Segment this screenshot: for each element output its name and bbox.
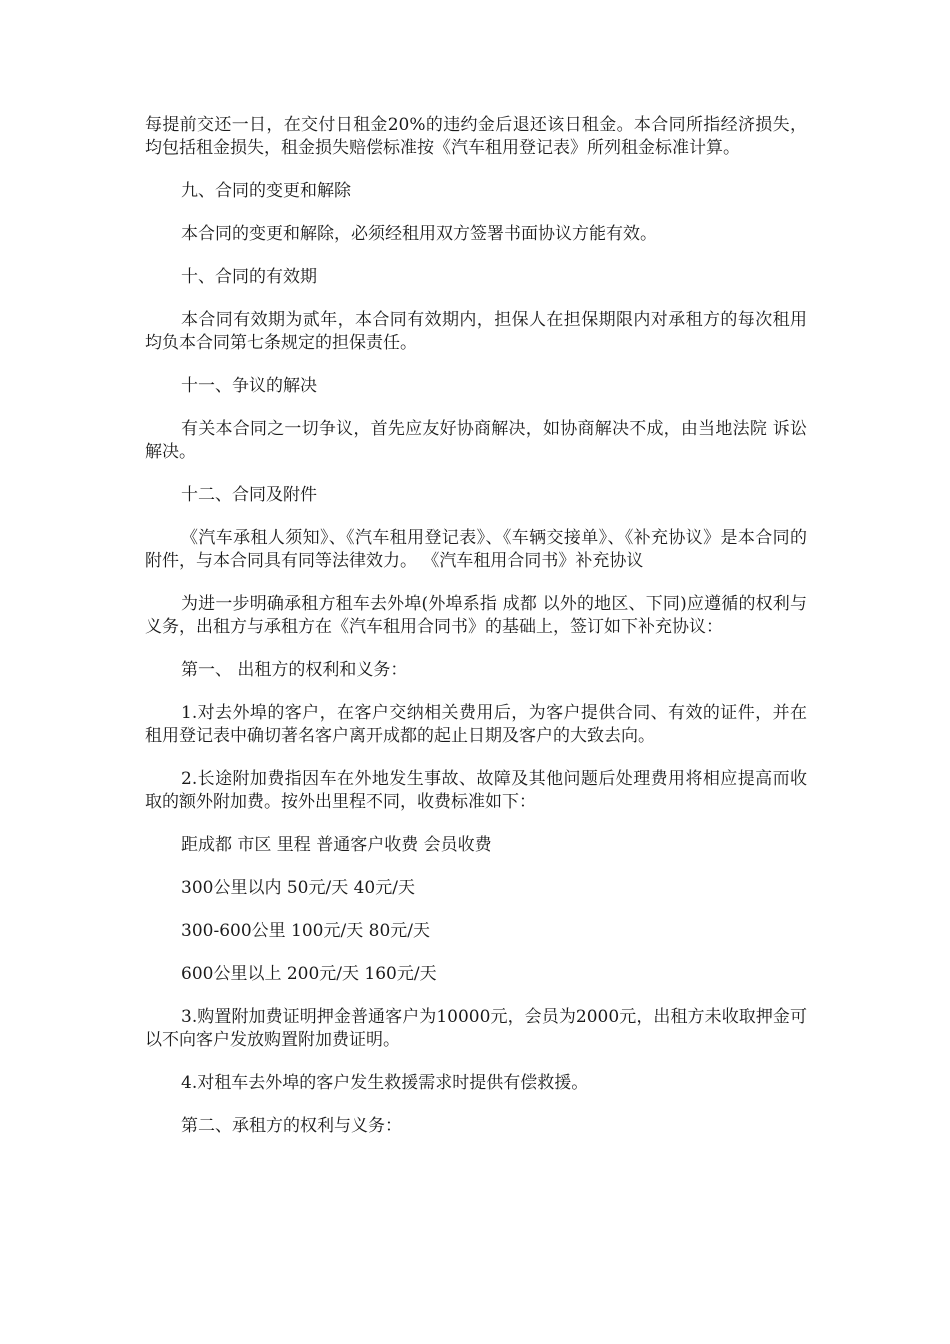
fee-row-under-300: 300公里以内 50元/天 40元/天 [181, 878, 415, 898]
paragraph-modification: 本合同的变更和解除，必须经租用双方签署书面协议方能有效。 [181, 224, 657, 244]
fee-row-over-600: 600公里以上 200元/天 160元/天 [181, 964, 437, 984]
paragraph-supplement-intro: 为进一步明确承租方租车去外埠(外埠系指 成都 以外的地区、下同)应遵循的权利与义务，出租方与承租方在《汽车租用合同书》的基础上，签订如下补充协议： [145, 594, 807, 637]
heading-section-11: 十一、争议的解决 [181, 376, 317, 396]
fee-row-300-600: 300-600公里 100元/天 80元/天 [181, 921, 430, 941]
paragraph-item-4: 4.对租车去外埠的客户发生救援需求时提供有偿救援。 [181, 1073, 589, 1093]
paragraph-item-2: 2.长途附加费指因车在外地发生事故、故障及其他问题后处理费用将相应提高而收取的额外附加费。按外出里程不同，收费标准如下： [145, 769, 807, 812]
heading-section-9: 九、合同的变更和解除 [181, 181, 351, 201]
document-page [145, 114, 807, 1138]
paragraph-early-return-penalty: 每提前交还一日，在交付日租金20%的违约金后退还该日租金。本合同所指经济损失，均包括租金损失，租金损失赔偿标准按《汽车租用登记表》所列租金标准计算。 [145, 115, 807, 158]
paragraph-disputes: 有关本合同之一切争议，首先应友好协商解决，如协商解决不成，由当地法院 诉讼解决。 [145, 419, 807, 462]
heading-section-10: 十、合同的有效期 [181, 267, 317, 287]
paragraph-validity: 本合同有效期为贰年，本合同有效期内，担保人在担保期限内对承租方的每次租用均负本合同第七条规定的担保责任。 [145, 310, 807, 353]
fee-table-header: 距成都 市区 里程 普通客户收费 会员收费 [181, 835, 492, 855]
paragraph-attachments: 《汽车承租人须知》、《汽车租用登记表》、《车辆交接单》、《补充协议》是本合同的附件，与本合同具有同等法律效力。 《汽车租用合同书》补充协议 [145, 528, 807, 571]
paragraph-item-3: 3.购置附加费证明押金普通客户为10000元，会员为2000元，出租方未收取押金可以不向客户发放购置附加费证明。 [145, 1007, 807, 1050]
heading-lessor-rights: 第一、 出租方的权利和义务： [181, 660, 408, 680]
paragraph-item-1: 1.对去外埠的客户，在客户交纳相关费用后，为客户提供合同、有效的证件，并在租用登记表中确切著名客户离开成都的起止日期及客户的大致去向。 [145, 703, 807, 746]
heading-lessee-rights: 第二、承租方的权利与义务： [181, 1116, 402, 1136]
heading-section-12: 十二、合同及附件 [181, 485, 317, 505]
